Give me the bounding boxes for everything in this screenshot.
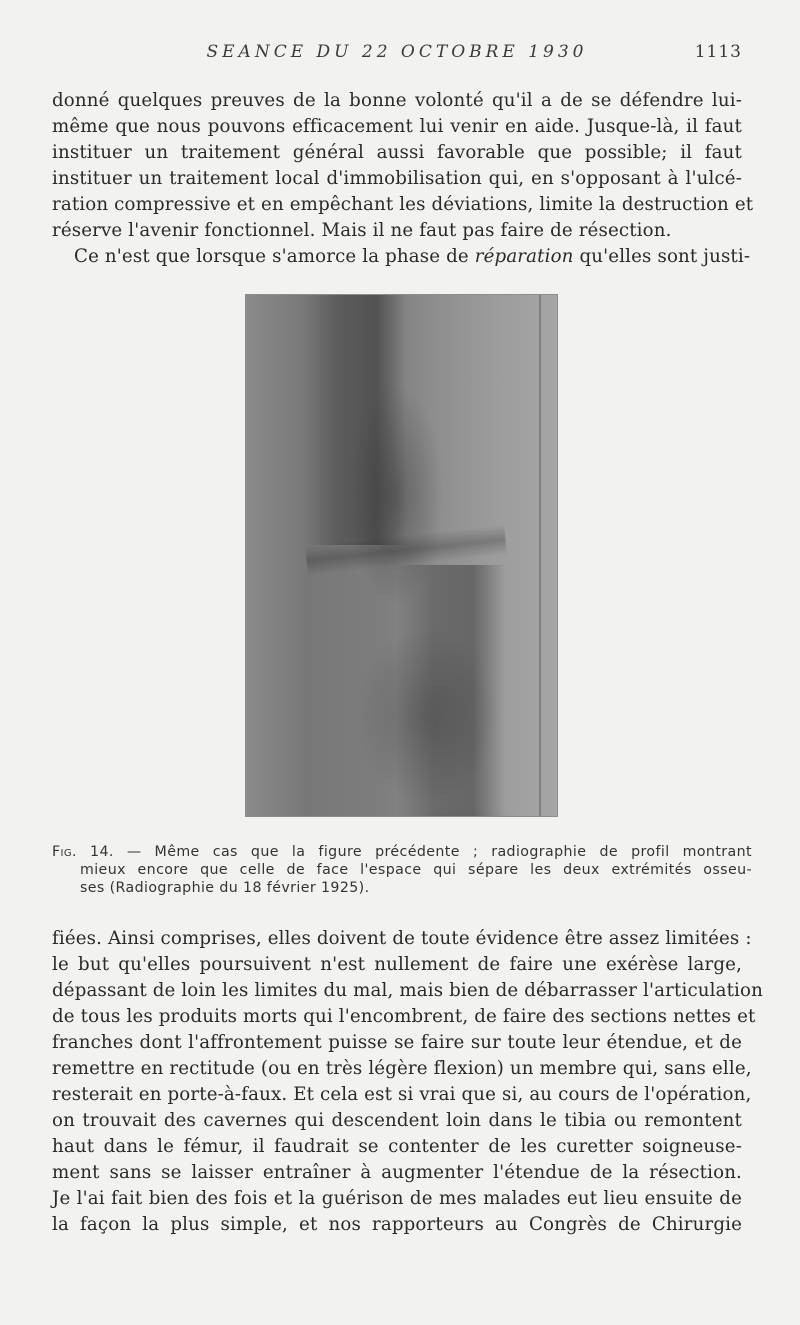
- caption-line: mieux encore que celle de face l'espace qui sépare les deux extrémités osseu-: [80, 862, 752, 878]
- page-number: 1113: [694, 42, 742, 62]
- text-line: réserve l'avenir fonctionnel. Mais il ne faut pas faire de résection.: [52, 220, 672, 241]
- text-line: instituer un traitement local d'immobilisation qui, en s'opposant à l'ulcé-: [52, 168, 742, 189]
- text-line: de tous les produits morts qui l'encombrent, de faire des sections nettes et: [52, 1006, 756, 1027]
- text-line: instituer un traitement général aussi favorable que possible; il faut: [52, 142, 742, 163]
- text-line: haut dans le fémur, il faudrait se contenter de les curetter soigneuse-: [52, 1136, 742, 1157]
- text-line: fiées. Ainsi comprises, elles doivent de toute évidence être assez limitées :: [52, 928, 752, 949]
- text-line: dépassant de loin les limites du mal, mais bien de débarrasser l'articulation: [52, 980, 763, 1001]
- radiograph-edge-line: [539, 295, 541, 816]
- text-line: ment sans se laisser entraîner à augmenter l'étendue de la résection.: [52, 1162, 742, 1183]
- bottom-paragraph: [52, 926, 763, 1238]
- caption-line: ses (Radiographie du 18 février 1925).: [80, 880, 370, 896]
- radiograph-femur-shadow: [306, 295, 406, 545]
- text-line: le but qu'elles poursuivent n'est nullement de faire une exérèse large,: [52, 954, 742, 975]
- caption-text: — Même cas que la figure précédente ; radiographie de profil montrant: [126, 844, 752, 860]
- radiograph-tibia-shadow: [396, 565, 506, 816]
- top-paragraph: [52, 88, 754, 270]
- running-title: SEANCE DU 22 OCTOBRE 1930: [206, 42, 588, 62]
- figure-label: Fig. 14.: [52, 844, 114, 860]
- text-line-mixed: [52, 244, 751, 270]
- text-fragment: qu'elles sont justi-: [573, 246, 751, 267]
- radiograph-figure: [245, 294, 558, 817]
- text-line: donné quelques preuves de la bonne volonté qu'il a de se défendre lui-: [52, 90, 742, 111]
- text-line: Je l'ai fait bien des fois et la guérison de mes malades eut lieu ensuite de: [52, 1188, 742, 1209]
- text-line: on trouvait des cavernes qui descendent loin dans le tibia ou remontent: [52, 1110, 742, 1131]
- text-line: resterait en porte-à-faux. Et cela est si vrai que si, au cours de l'opération,: [52, 1084, 752, 1105]
- text-line: ration compressive et en empêchant les déviations, limite la destruction et: [52, 194, 754, 215]
- running-header: [52, 42, 742, 66]
- text-fragment: Ce n'est que lorsque s'amorce la phase de: [74, 246, 475, 267]
- figure-caption: [52, 843, 752, 897]
- text-line: la façon la plus simple, et nos rapporteurs au Congrès de Chirurgie: [52, 1214, 742, 1235]
- caption-line: [52, 843, 752, 861]
- text-line: franches dont l'affrontement puisse se faire sur toute leur étendue, et de: [52, 1032, 742, 1053]
- italic-term: réparation: [474, 246, 574, 267]
- text-line: remettre en rectitude (ou en très légère flexion) un membre qui, sans elle,: [52, 1058, 752, 1079]
- text-line: même que nous pouvons efficacement lui venir en aide. Jusque-là, il faut: [52, 116, 742, 137]
